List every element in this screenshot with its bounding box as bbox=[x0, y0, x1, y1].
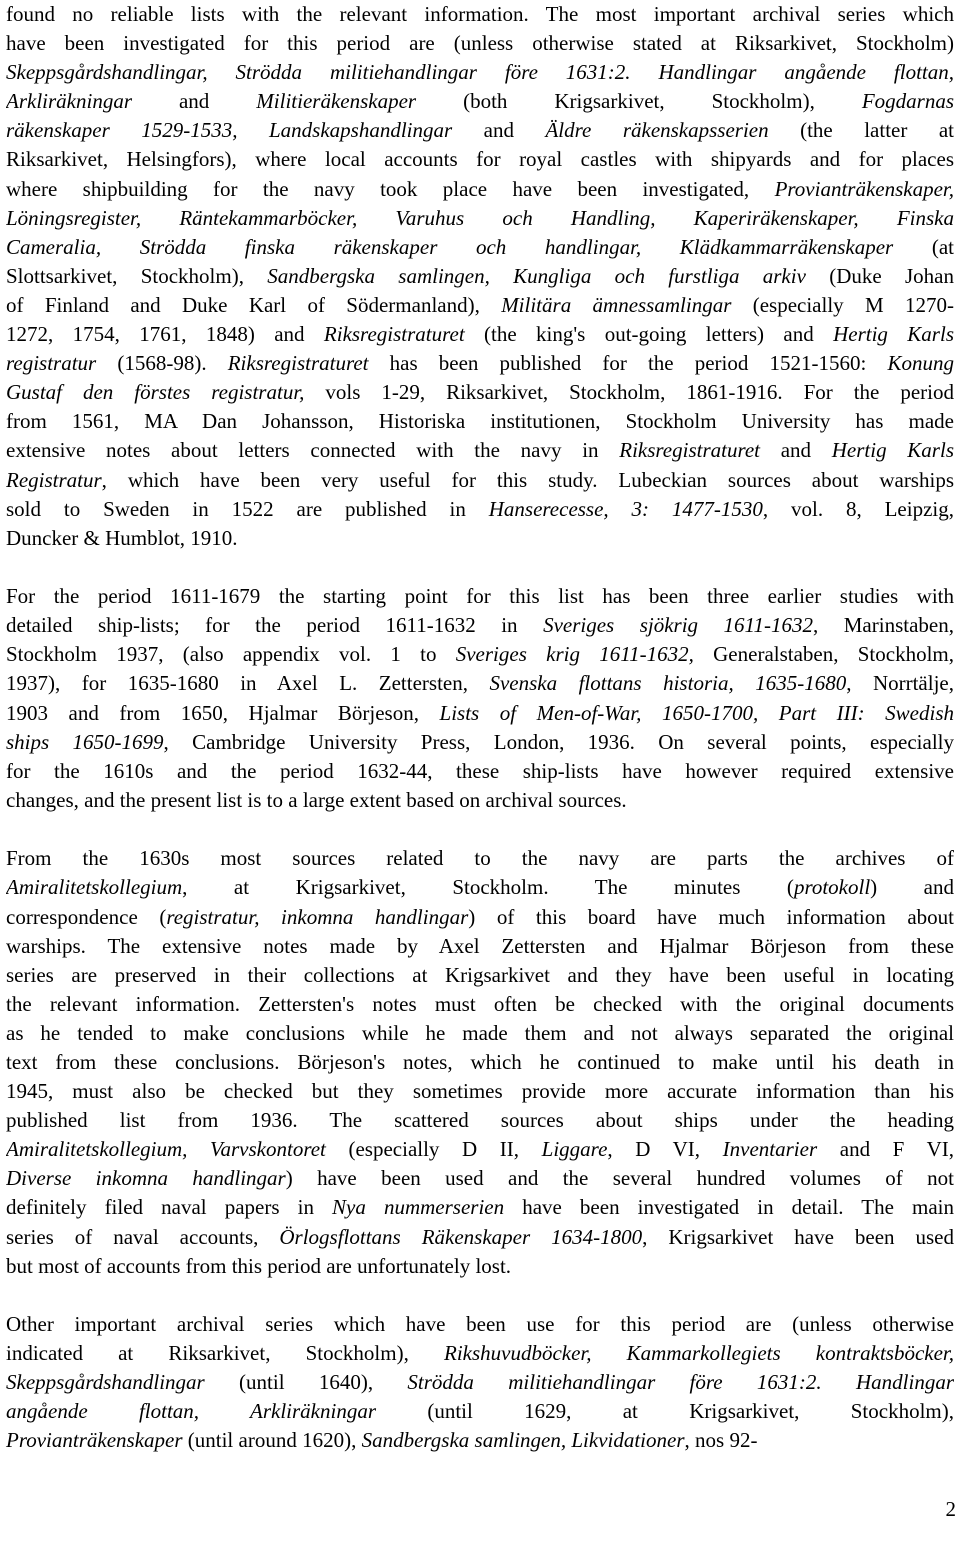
italic-segment: registratur bbox=[6, 351, 97, 376]
text-line bbox=[6, 524, 954, 553]
text-segment: text from these conclusions. Börjeson's notes, which he continued to make until his death in bbox=[6, 1049, 954, 1074]
text-segment: , Krigsarkivet have been used bbox=[642, 1224, 954, 1249]
text-line bbox=[6, 204, 954, 233]
paragraph-gap bbox=[6, 1281, 954, 1310]
text-segment: found no reliable lists with the relevant information. The most important archival series which bbox=[6, 2, 954, 26]
text-line bbox=[6, 844, 954, 873]
text-segment: where shipbuilding for the navy took place have been investigated, bbox=[6, 176, 775, 201]
text-line bbox=[6, 1426, 954, 1455]
text-segment: changes, and the present list is to a large extent based on archival sources. bbox=[6, 787, 627, 812]
italic-segment: Äldre räkenskapsserien bbox=[545, 118, 769, 143]
italic-segment: Sveriges krig 1611-1632, bbox=[455, 642, 694, 667]
italic-segment: Löningsregister, Räntekammarböcker, Varuhus och Handling, Kaperiräkenskaper, Finska bbox=[6, 205, 954, 230]
italic-segment: ships 1650-1699 bbox=[6, 729, 164, 754]
text-segment: , nos 92- bbox=[684, 1428, 758, 1453]
text-line bbox=[6, 291, 954, 320]
text-segment: vols 1-29, Riksarkivet, Stockholm, 1861-1916. For the period bbox=[304, 380, 954, 405]
text-line bbox=[6, 1368, 954, 1397]
body-text bbox=[6, 0, 954, 1456]
text-segment: correspondence ( bbox=[6, 904, 167, 929]
text-line bbox=[6, 611, 954, 640]
paragraph-gap bbox=[6, 553, 954, 582]
text-line bbox=[6, 233, 954, 262]
text-segment: has been published for the period 1521-1560: bbox=[368, 351, 888, 376]
italic-segment: räkenskaper 1529-1533, Landskapshandlingar bbox=[6, 118, 453, 143]
text-segment: ) of this board have much information about bbox=[468, 904, 954, 929]
text-segment: Stockholm 1937, (also appendix vol. 1 to bbox=[6, 642, 456, 667]
text-segment: the relevant information. Zettersten's notes must often be checked with the original documents bbox=[6, 991, 954, 1016]
text-line bbox=[6, 582, 954, 611]
text-segment: but most of accounts from this period are unfortunately lost. bbox=[6, 1253, 512, 1278]
text-segment: 1272, 1754, 1761, 1848) and bbox=[6, 322, 324, 347]
text-line bbox=[6, 1077, 954, 1106]
italic-segment: Skeppsgårdshandlingar bbox=[6, 1370, 205, 1395]
text-segment: Slottsarkivet, Stockholm), bbox=[6, 263, 268, 288]
text-segment: (1568-98). bbox=[96, 351, 228, 376]
page-number: 2 bbox=[945, 1497, 956, 1521]
text-segment: from 1561, MA Dan Johansson, Historiska institutionen, Stockholm University has made bbox=[6, 409, 954, 434]
italic-segment: Sveriges sjökrig 1611-1632 bbox=[543, 613, 813, 638]
text-segment: and bbox=[760, 438, 832, 463]
italic-segment: Sandbergska samlingen, Kungliga och furstliga arkiv bbox=[267, 263, 806, 288]
text-segment: for the 1610s and the period 1632-44, these ship-lists have however required extensive bbox=[6, 758, 954, 783]
text-line bbox=[6, 1019, 954, 1048]
text-line bbox=[6, 1397, 954, 1426]
italic-segment: Hertig Karls bbox=[833, 322, 954, 347]
paragraph-gap bbox=[6, 815, 954, 844]
text-segment: of Finland and Duke Karl of Södermanland), bbox=[6, 292, 502, 317]
text-segment: have been investigated in detail. The main bbox=[504, 1195, 954, 1220]
text-segment: (at bbox=[893, 234, 954, 259]
paragraph bbox=[6, 1310, 954, 1455]
text-segment: as he tended to make conclusions while he made them and not always separated the original bbox=[6, 1020, 954, 1045]
text-line bbox=[6, 407, 954, 436]
text-segment: sold to Sweden in 1522 are published in bbox=[6, 496, 489, 521]
text-line bbox=[6, 1135, 954, 1164]
text-line bbox=[6, 58, 954, 87]
text-line bbox=[6, 116, 954, 145]
italic-segment: Inventarier bbox=[722, 1137, 818, 1162]
text-segment: 1903 and from 1650, Hjalmar Börjeson, bbox=[6, 700, 440, 725]
text-line bbox=[6, 1048, 954, 1077]
text-segment: , vol. 8, Leipzig, bbox=[762, 496, 954, 521]
text-segment: ) and bbox=[870, 875, 954, 900]
italic-segment: Arkliräkningar bbox=[6, 89, 132, 114]
text-segment: ) have been used and the several hundred volumes of not bbox=[285, 1166, 954, 1191]
text-line bbox=[6, 757, 954, 786]
text-line bbox=[6, 961, 954, 990]
italic-segment: protokoll bbox=[793, 875, 871, 900]
text-segment: 1937), for 1635-1680 in Axel L. Zettersten, bbox=[6, 671, 490, 696]
text-segment: series of naval accounts, bbox=[6, 1224, 280, 1249]
italic-segment: Skeppsgårdshandlingar, Strödda militiehandlingar före 1631:2. Handlingar angående flottan, bbox=[6, 60, 954, 85]
text-line bbox=[6, 1164, 954, 1193]
text-segment: (the latter at bbox=[768, 118, 954, 143]
text-segment: , which have been very useful for this study. Lubeckian sources about warships bbox=[101, 467, 954, 492]
text-line bbox=[6, 669, 954, 698]
paragraph bbox=[6, 582, 954, 815]
italic-segment: Konung bbox=[887, 351, 954, 376]
text-line bbox=[6, 495, 954, 524]
text-segment: , Cambridge University Press, London, 1936. On several points, especially bbox=[163, 729, 954, 754]
text-line bbox=[6, 1223, 954, 1252]
text-line bbox=[6, 1193, 954, 1222]
text-segment: indicated at Riksarkivet, Stockholm), bbox=[6, 1341, 444, 1366]
text-segment: extensive notes about letters connected with the navy in bbox=[6, 438, 620, 463]
text-line bbox=[6, 145, 954, 174]
text-segment: , at Krigsarkivet, Stockholm. The minutes ( bbox=[182, 875, 794, 900]
italic-segment: Registratur bbox=[6, 467, 102, 492]
text-segment: From the 1630s most sources related to the navy are parts the archives of bbox=[6, 846, 954, 871]
text-line bbox=[6, 87, 954, 116]
italic-segment: Nya nummerserien bbox=[332, 1195, 505, 1220]
text-segment: warships. The extensive notes made by Axel Zettersten and Hjalmar Börjeson from these bbox=[6, 933, 954, 958]
italic-segment: Cameralia, Strödda finska räkenskaper och handlingar, Klädkammarräkenskaper bbox=[6, 234, 894, 259]
italic-segment: Gustaf den förstes registratur, bbox=[6, 380, 305, 405]
text-line bbox=[6, 1339, 954, 1368]
text-segment: have been investigated for this period are (unless otherwise stated at Riksarkivet, Stockholm) bbox=[6, 31, 954, 56]
text-segment: Duncker & Humblot, 1910. bbox=[6, 525, 238, 550]
text-segment: 1945, must also be checked but they sometimes provide more accurate information than his bbox=[6, 1079, 954, 1104]
text-segment: (especially M 1270- bbox=[731, 292, 954, 317]
italic-segment: Amiralitetskollegium bbox=[6, 875, 183, 900]
italic-segment: Militära ämnessamlingar bbox=[501, 292, 732, 317]
text-line bbox=[6, 932, 954, 961]
text-segment: , D VI, bbox=[607, 1137, 723, 1162]
text-line bbox=[6, 903, 954, 932]
text-line bbox=[6, 1106, 954, 1135]
text-line bbox=[6, 1310, 954, 1339]
text-segment: definitely filed naval papers in bbox=[6, 1195, 333, 1220]
text-segment: Riksarkivet, Helsingfors), where local accounts for royal castles with shipyards and for places bbox=[6, 147, 954, 172]
text-line bbox=[6, 175, 954, 204]
text-segment: published list from 1936. The scattered sources about ships under the heading bbox=[6, 1108, 954, 1133]
text-line bbox=[6, 466, 954, 495]
italic-segment: Riksregistraturet bbox=[227, 351, 369, 376]
text-segment: (Duke Johan bbox=[805, 263, 954, 288]
text-line bbox=[6, 640, 954, 669]
text-segment: Generalstaben, Stockholm, bbox=[693, 642, 954, 667]
italic-segment: Liggare bbox=[541, 1137, 608, 1162]
italic-segment: registratur, inkomna handlingar bbox=[166, 904, 469, 929]
italic-segment: Riksregistraturet bbox=[323, 322, 465, 347]
text-line bbox=[6, 990, 954, 1019]
italic-segment: Amiralitetskollegium, Varvskontoret bbox=[6, 1137, 326, 1162]
text-line bbox=[6, 786, 954, 815]
text-line bbox=[6, 320, 954, 349]
text-line bbox=[6, 378, 954, 407]
text-line bbox=[6, 728, 954, 757]
italic-segment: Hertig Karls bbox=[831, 438, 954, 463]
text-segment: and F VI, bbox=[817, 1137, 954, 1162]
text-line bbox=[6, 29, 954, 58]
italic-segment: Lists of Men-of-War, 1650-1700, Part III: Swedish bbox=[439, 700, 954, 725]
text-segment: For the period 1611-1679 the starting point for this list has been three earlier studies with bbox=[6, 584, 954, 609]
text-segment: (until 1629, at Krigsarkivet, Stockholm), bbox=[376, 1399, 954, 1424]
paragraph bbox=[6, 0, 954, 553]
text-segment: (both Krigsarkivet, Stockholm), bbox=[416, 89, 862, 114]
italic-segment: angående flottan, Arkliräkningar bbox=[6, 1399, 376, 1424]
italic-segment: Riksregistraturet bbox=[619, 438, 761, 463]
text-segment: Other important archival series which have been use for this period are (unless otherwise bbox=[6, 1312, 954, 1337]
text-line bbox=[6, 699, 954, 728]
italic-segment: Rikshuvudböcker, Kammarkollegiets kontraktsböcker, bbox=[444, 1341, 954, 1366]
text-segment: , Norrtälje, bbox=[846, 671, 954, 696]
italic-segment: Provianträkenskaper, bbox=[774, 176, 954, 201]
italic-segment: Fogdarnas bbox=[861, 89, 954, 114]
italic-segment: Örlogsflottans Räkenskaper 1634-1800 bbox=[279, 1224, 643, 1249]
italic-segment: Diverse inkomna handlingar bbox=[6, 1166, 286, 1191]
text-line bbox=[6, 262, 954, 291]
text-line bbox=[6, 349, 954, 378]
text-segment: (until 1640), bbox=[204, 1370, 408, 1395]
text-segment: and bbox=[132, 89, 257, 114]
text-line bbox=[6, 873, 954, 902]
text-line bbox=[6, 0, 954, 29]
italic-segment: Sandbergska samlingen, Likvidationer bbox=[361, 1428, 685, 1453]
italic-segment: Hanserecesse, 3: 1477-1530 bbox=[488, 496, 763, 521]
text-segment: series are preserved in their collections at Krigsarkivet and they have been useful in locating bbox=[6, 962, 954, 987]
paragraph bbox=[6, 844, 954, 1280]
text-segment: detailed ship-lists; for the period 1611-1632 in bbox=[6, 613, 544, 638]
text-segment: (until around 1620), bbox=[182, 1428, 362, 1453]
italic-segment: Provianträkenskaper bbox=[6, 1428, 183, 1453]
italic-segment: Militieräkenskaper bbox=[256, 89, 417, 114]
text-segment: and bbox=[452, 118, 546, 143]
italic-segment: Strödda militiehandlingar före 1631:2. Handlingar bbox=[407, 1370, 954, 1395]
text-segment: , Marinstaben, bbox=[813, 613, 954, 638]
italic-segment: Svenska flottans historia, 1635-1680 bbox=[489, 671, 847, 696]
text-segment: (especially D II, bbox=[325, 1137, 542, 1162]
text-line bbox=[6, 436, 954, 465]
document-page bbox=[6, 0, 954, 1456]
text-line bbox=[6, 1252, 954, 1281]
text-segment: (the king's out-going letters) and bbox=[464, 322, 834, 347]
